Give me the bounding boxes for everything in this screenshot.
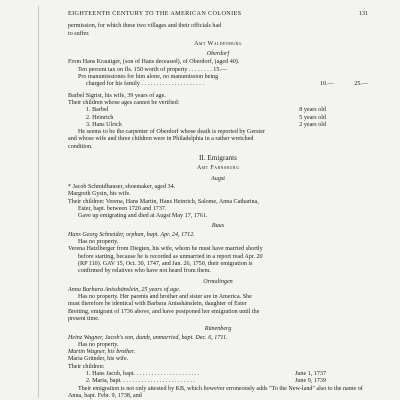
augst-line-1: * Jacob Schmidhauser, shoemaker, aged 34. [68,183,176,190]
from-amounts [320,81,368,88]
augst-heading: Augst [211,175,225,182]
ormalingen-line-3: must therefore be identical with Barbara Anisshänslein, daughter of Ester [68,301,247,308]
child-name: 2. Heinrich [86,114,114,121]
ormalingen-line-5: present time. [68,315,100,322]
from-line-3: Pro manumissiones for him alone, no manumission being [78,74,219,81]
buus-heading: Buus [211,223,225,230]
amt-farnsburg-heading: Amt Farnsburg [196,165,240,172]
barbel-line-1: Barbel Sigrist, his wife, 39 years of age. [68,92,166,99]
rünenberg-line-5: Their children: [68,363,105,370]
rünenberg-closing: Their emigration is not only attested by KB, which however erroneously adds "To the New-land" also to the name of Anna, bapt. Febr. 9, 1738, and [68,385,363,399]
buus-line-2: Has no property. [78,239,119,246]
child-age: 8 years old [299,107,326,114]
oberdorf-heading: Oberdorf [206,51,230,58]
buus-line-1: Hans Georg Schneider, orphan, bapt. Apr. 24, 1712. [68,231,195,238]
child-name: 1. Hans Jacob, bapt. . . . . . . . . . . . . . . . . . . . . . [86,371,200,378]
oberdorf-note-2: and whose wife and three children were in Philadelphia in a rather wretched [68,136,254,143]
buus-line-3: Verena Hatzlberger from Diegten, his wife, whom he must have married shortly [68,246,263,253]
list-item [86,371,326,378]
child-age: 2 years old [299,121,326,128]
augst-line-4: Ester, bapt. between 1720 and 1737. [78,205,167,212]
list-item [86,107,326,114]
buus-line-5: (RP 110). GAV 15, Oct. 30, 1747, and Jan. 26, 1750, their emigration is [78,260,253,267]
buus-line-4: before starting, because he is recorded as unmarried in a report read Apr. 20 [78,253,263,260]
child-name: 1. Barbel [86,107,109,114]
oberdorf-note-1: He seems to be the carpenter of Oberdorf whose death is reported by Gerster [78,129,265,136]
child-date: June 1, 1737 [295,371,326,378]
page-number: 131 [358,10,368,17]
running-header [68,10,368,17]
from-line-2: Ten percent tax on fls. 150 worth of property . . . . . . . . 15.— [78,66,228,73]
ormalingen-line-1: Anna Barbara Anisshänslein, 25 years of age. [68,286,181,293]
ormalingen-line-4: Breiting, emigrant of 1736 above, and have postponed her emigration until the [68,308,260,315]
running-title: EIGHTEENTH CENTURY TO THE AMERICAN COLONIES [68,10,242,17]
ormalingen-heading: Ormalingen [203,278,233,285]
augst-line-3: Their children: Verena, Hans Martin, Hans Heinrich, Salome, Anna Catharina, [68,198,259,205]
augst-line-2: Margreth Gysin, his wife. [68,191,131,198]
page-content [68,10,368,400]
ormalingen-line-2: Has no property. Her parents and brother and sister are in America. She [78,294,252,301]
from-line-4-row [68,81,368,88]
child-age: 5 years old [299,114,326,121]
list-item [86,378,326,385]
list-item [86,115,326,122]
oberdorf-children-list [68,107,368,129]
from-line-1: From Hans Krautiger, (son of Hans deceased), of Oberdorf, (aged 40). [68,59,240,66]
binding-edge-line [38,6,39,398]
from-line-4: charged for his family . . . . . . . . . . . . . . . . . . . . . [86,81,204,88]
rünenberg-heading: Rünenberg [204,326,232,333]
child-name: 2. Maria, bapt. . . . . . . . . . . . . . . . . . . . . . . . . [86,378,195,385]
amt-waldenburg-heading: Amt Waldenburg [194,40,242,47]
buus-line-6: confirmed by relatives who have not heard from them. [78,268,211,275]
amount-total: 25.— [354,81,368,88]
child-name: 3. Hans Ulrich [86,121,122,128]
rünenberg-line-3: Martin Wagner, his brother. [68,349,136,356]
intro-line-2: to suffer. [68,30,90,37]
intro-line-1: permission, for which these two villages and their officials had [68,23,222,30]
oberdorf-note-3: condition. [68,143,93,150]
amount-manumission: 10.— [320,81,334,88]
barbel-line-2: Their children whose ages cannot be verified: [68,99,180,106]
rünenberg-line-4: Maria Gründer, his wife. [68,356,129,363]
rünenberg-line-2: Has no property. [78,341,119,348]
part-two-heading: II. Emigrants [199,154,237,163]
rünenberg-line-1: Heinz Wagner, Jacob's son, dumb, unmarried, bapt. Dec. 6, 1711. [68,334,228,341]
child-date: June 9, 1739 [295,378,326,385]
augst-line-5: Gave up emigrating and died at Augst May 17, 1761. [78,213,208,220]
rünenberg-children-list [68,371,368,386]
